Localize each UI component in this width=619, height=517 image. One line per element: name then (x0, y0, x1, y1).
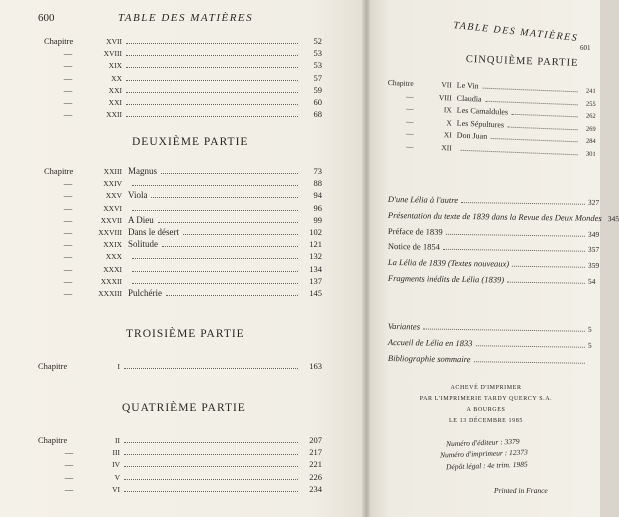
dash-mark: — (63, 227, 73, 237)
colophon-line3: A BOURGES (466, 407, 506, 413)
dash-mark: — (63, 60, 73, 71)
dot-leader (461, 150, 578, 155)
toc-row (44, 48, 322, 59)
dash-mark: — (63, 202, 73, 213)
toc-row (44, 276, 322, 287)
chapter-number: V (114, 472, 120, 482)
toc-row (44, 251, 322, 262)
entry-title: Présentation du texte de 1839 dans la Revue des Deux Mondes (387, 209, 602, 223)
page-number: 163 (309, 361, 322, 371)
chapter-number: IV (112, 460, 120, 470)
page-number: 234 (309, 483, 322, 494)
dash-mark: — (405, 91, 414, 101)
chapter-title: Les Sépultures (456, 118, 505, 130)
toc-row (44, 227, 322, 238)
dot-leader (126, 43, 298, 44)
dash-mark: — (63, 275, 73, 286)
dash-mark: — (63, 84, 73, 95)
chapter-number: XIX (108, 61, 122, 71)
toc-row (44, 239, 322, 250)
chapter-number: XXIV (103, 179, 122, 189)
page-number: 59 (313, 84, 322, 95)
dot-leader (423, 328, 585, 331)
chapter-number: XXVIII (98, 228, 122, 237)
toc-row (38, 447, 322, 458)
dash-mark: — (63, 97, 73, 107)
chapter-number: XXIII (103, 167, 122, 176)
dot-leader (183, 234, 298, 235)
page-number: 53 (313, 60, 322, 71)
chapter-number: XVIII (103, 49, 122, 59)
dash-mark: — (63, 251, 73, 262)
chapter-number: XXVII (100, 215, 122, 225)
chapter-number: VII (441, 80, 452, 90)
dash-mark: — (63, 214, 73, 225)
chapter-title: Le Vin (456, 80, 479, 91)
dash-mark: — (405, 103, 414, 114)
chapter-number: III (112, 448, 120, 458)
chapter-number: XXX (105, 252, 122, 262)
entry-title: Fragments inédits de Lélia (1839) (387, 273, 505, 285)
chapter-title: Viola (128, 190, 148, 201)
toc-row (38, 361, 322, 372)
left-folio: 600 (38, 12, 55, 24)
page-number: 88 (313, 178, 322, 189)
toc-row (44, 73, 322, 84)
chapter-number: XX (111, 73, 122, 83)
dot-leader (508, 126, 578, 130)
dot-leader (124, 479, 298, 480)
dot-leader (461, 202, 585, 205)
chapter-title: Solitude (128, 239, 159, 250)
dot-leader (132, 271, 298, 272)
chapter-number: XXI (108, 98, 122, 107)
page-number: 357 (587, 245, 600, 255)
entry-title: Préface de 1839 (387, 225, 443, 237)
page-number: 217 (309, 447, 322, 458)
chapter-number: I (117, 362, 120, 371)
dot-leader (132, 283, 298, 284)
dot-leader (491, 138, 578, 142)
dot-leader (443, 249, 585, 252)
entry-title: D'une Lélia à l'autre (387, 194, 459, 205)
dash-mark: — (63, 72, 73, 83)
entry-title: Bibliographie sommaire (387, 353, 471, 365)
toc-row (38, 435, 322, 446)
dot-leader (126, 92, 298, 93)
page-number: 99 (313, 214, 322, 225)
dash-mark: — (405, 116, 414, 126)
page-number: 57 (313, 72, 322, 83)
dot-leader (124, 454, 298, 455)
page-number: 121 (309, 239, 322, 250)
entry-title: Variantes (387, 321, 421, 332)
chapter-number: XII (441, 143, 452, 153)
toc-row (38, 459, 322, 470)
dash-mark: — (64, 471, 74, 482)
toc-row (38, 484, 322, 495)
right-folio: 601 (580, 44, 591, 52)
toc-row (44, 264, 322, 275)
chapter-label: Chapitre (44, 166, 74, 176)
chapter-number: VIII (438, 92, 452, 103)
dot-leader (126, 55, 298, 56)
toc-row (44, 85, 322, 96)
dot-leader (482, 88, 577, 93)
chapter-number: XXXI (103, 264, 122, 274)
colophon-line4: LE 13 DÉCEMBRE 1985 (449, 418, 523, 424)
dash-mark: — (64, 483, 74, 494)
page-number: 134 (309, 263, 322, 274)
page-number: 53 (313, 48, 322, 59)
page-number: 68 (313, 109, 322, 120)
dot-leader (161, 173, 298, 174)
page-number: 96 (313, 202, 322, 213)
dash-mark: — (405, 141, 414, 151)
page-number: 102 (309, 227, 322, 237)
chapter-number: VI (112, 484, 120, 494)
printer-number: Numéro d'imprimeur : 12373 (439, 447, 528, 460)
chapter-title: Dans le désert (128, 227, 179, 237)
dot-leader (158, 222, 298, 223)
chapter-title: Don Juan (456, 131, 488, 142)
part4-title: QUATRIÈME PARTIE (122, 402, 246, 414)
page-number: 5 (587, 324, 592, 334)
toc-row (44, 190, 322, 201)
part5-title: CINQUIÈME PARTIE (465, 54, 579, 69)
dot-leader (162, 246, 298, 247)
page-number: 137 (309, 275, 322, 286)
dot-leader (507, 282, 585, 284)
dash-mark: — (63, 48, 73, 59)
toc-row (44, 288, 322, 299)
dash-mark: — (64, 447, 74, 458)
chapter-number: IX (443, 105, 452, 115)
chapter-title: Claudia (456, 93, 482, 104)
part3-title: TROISIÈME PARTIE (126, 328, 245, 340)
colophon-line2: PAR L'IMPRIMERIE TARDY QUERCY S.A. (419, 396, 553, 402)
toc-row (44, 97, 322, 108)
dot-leader (475, 345, 584, 348)
page-number: 301 (585, 150, 596, 158)
dash-mark: — (64, 459, 74, 470)
chapter-label: Chapitre (44, 36, 74, 46)
dot-leader (124, 491, 298, 492)
left-running-head: TABLE DES MATIÈRES (118, 12, 254, 24)
chapter-title: Les Camaldules (456, 105, 509, 117)
dot-leader (151, 197, 298, 198)
dot-leader (486, 100, 578, 105)
page-number: 52 (313, 36, 322, 46)
dash-mark: — (63, 190, 73, 201)
dash-mark: — (63, 178, 73, 189)
page-number: 359 (587, 260, 600, 271)
dot-leader (446, 233, 585, 236)
page-number: 54 (587, 276, 596, 286)
dot-leader (132, 185, 298, 186)
toc-row (44, 178, 322, 189)
dash-mark: — (63, 288, 73, 298)
chapter-number: XXVI (103, 203, 122, 213)
page-number: 132 (309, 251, 322, 262)
book-gutter (362, 0, 370, 517)
page-number: 327 (587, 197, 600, 207)
page-number: 60 (313, 97, 322, 107)
toc-row (44, 215, 322, 226)
dot-leader (132, 210, 298, 211)
chapter-number: XXXIII (98, 289, 122, 298)
dash-mark: — (63, 109, 73, 120)
chapter-title: Pulchérie (128, 288, 162, 298)
legal-deposit: Dépôt légal : 4e trim. 1985 (445, 459, 528, 472)
page-number: 5 (587, 340, 592, 350)
entry-title: Notice de 1854 (387, 241, 440, 253)
chapter-title: A Dieu (128, 214, 154, 225)
page-number: 349 (587, 229, 600, 239)
dot-leader (126, 80, 298, 81)
toc-row (38, 472, 322, 483)
dash-mark: — (405, 129, 414, 139)
dot-leader (126, 104, 298, 105)
chapter-number: XXII (106, 110, 122, 120)
chapter-number: XXV (105, 191, 122, 201)
colophon-line1: ACHEVÉ D'IMPRIMER (450, 385, 522, 391)
page-number: 345 (607, 213, 619, 224)
dash-mark: — (63, 239, 73, 250)
page-number: 207 (309, 435, 322, 445)
chapter-title: Magnus (128, 166, 157, 176)
dot-leader (132, 258, 298, 259)
toc-row (44, 60, 322, 71)
dot-leader (124, 368, 298, 369)
chapter-label: Chapitre (38, 361, 68, 371)
page-number: 284 (585, 137, 596, 146)
dot-leader (124, 466, 298, 467)
page-number: 221 (309, 459, 322, 470)
toc-row (44, 109, 322, 120)
dot-leader (473, 361, 584, 364)
part2-title: DEUXIÈME PARTIE (132, 136, 249, 148)
chapter-number: XXXII (100, 276, 122, 286)
dot-leader (166, 295, 298, 296)
page-number: 241 (585, 87, 596, 95)
chapter-number: XXIX (103, 240, 122, 250)
page-number: 226 (309, 471, 322, 482)
chapter-label: Chapitre (387, 78, 414, 88)
toc-entry (388, 226, 598, 240)
chapter-number: II (115, 436, 120, 445)
page-number: 73 (313, 166, 322, 176)
page-number: 255 (585, 100, 596, 108)
dot-leader (126, 67, 298, 68)
chapter-number: XVII (106, 37, 122, 46)
chapter-number: XXI (108, 85, 122, 95)
page-number: 262 (585, 112, 596, 121)
entry-title: Accueil de Lélia en 1833 (387, 337, 473, 349)
page-number: 94 (313, 190, 322, 201)
chapter-number: XI (443, 130, 452, 140)
printed-in: Printed in France (494, 486, 548, 495)
right-running-head: TABLE DES MATIÈRES (452, 20, 579, 45)
dot-leader (512, 266, 585, 268)
page-number: 269 (585, 125, 596, 133)
chapter-number: X (446, 118, 452, 128)
dot-leader (124, 442, 298, 443)
toc-row (44, 203, 322, 214)
dot-leader (126, 116, 298, 117)
editor-number: Numéro d'éditeur : 3379 (445, 436, 520, 449)
toc-row (44, 166, 322, 177)
dot-leader (512, 114, 578, 118)
page-number: 145 (309, 288, 322, 298)
entry-title: La Lélia de 1839 (Textes nouveaux) (387, 257, 510, 269)
chapter-label: Chapitre (38, 435, 68, 445)
toc-row (44, 36, 322, 47)
dash-mark: — (63, 263, 73, 274)
